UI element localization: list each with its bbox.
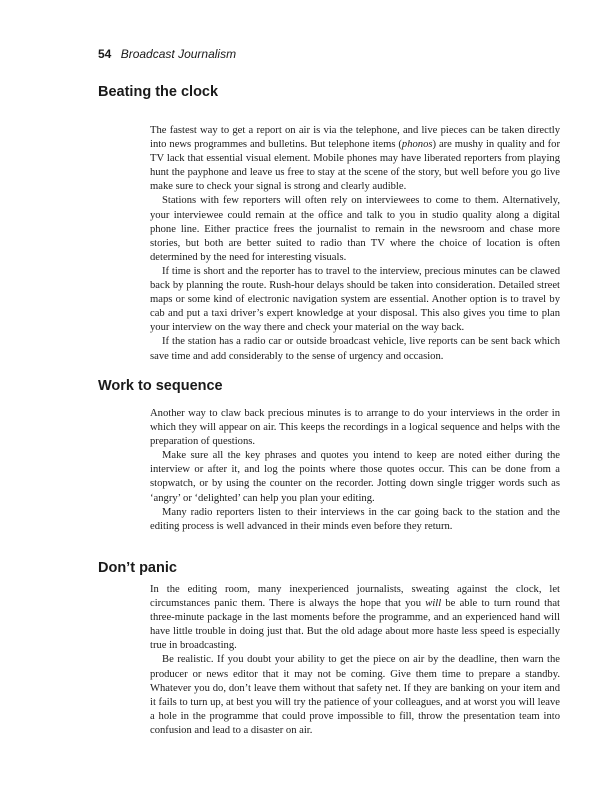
section-heading-work-to-sequence: Work to sequence — [98, 378, 223, 394]
section-body-work-to-sequence — [150, 407, 560, 534]
paragraph: Many radio reporters listen to their interviews in the car going back to the station and the editing process is well advanced in their minds even before they return. — [150, 506, 560, 532]
section-body-dont-panic — [150, 583, 560, 738]
page-number: 54 — [98, 47, 112, 61]
paragraph: The fastest way to get a report on air is via the telephone, and live pieces can be taken directly into news programmes and bulletins. But telephone items (phonos) are mushy in quality and for TV lack that essential visual element. Mobile phones may have liberated reporters from playing hunt the payphone and leave us free to stay at the scene of the story, but well before you go live make sure to check your signal is strong and clearly audible. — [150, 125, 560, 193]
section-heading-dont-panic: Don’t panic — [98, 560, 177, 576]
paragraph: Another way to claw back precious minutes is to arrange to do your interviews in the order in which they will appear on air. This keeps the recordings in a logical sequence and helps with the preparation of questions. — [150, 408, 560, 448]
section-body-beating-the-clock — [150, 124, 560, 364]
section-heading-beating-the-clock: Beating the clock — [98, 84, 219, 100]
paragraph: Be realistic. If you doubt your ability to get the piece on air by the deadline, then warn the producer or news editor that it may not be coming. Give them time to prepare a standby. Whatever you do, don’t leave them without that safety net. If they are banking on your item and it fails to turn up, at best you will try the patience of your colleagues, and at worst you will leave a hole in the programme that could prove impossible to fill, throw the presentation team into confusion and lead to a disaster on air. — [150, 654, 560, 736]
paragraph: Stations with few reporters will often rely on interviewees to come to them. Alternatively, your interviewee could remain at the office and talk to you in studio quality along a digital phone line. Either practice frees the journalist to remain in the newsroom and chase more stories, but both are better suited to radio than TV where the choice of location is often determined by the need for interesting visuals. — [150, 195, 560, 263]
paragraph: Make sure all the key phrases and quotes you intend to keep are noted either during the interview or after it, and log the points where those quotes occur. This can be done from a stopwatch, or by using the counter on the recorder. Jotting down single trigger words such as ‘angry’ or ‘delighted’ can help you plan your editing. — [150, 450, 560, 504]
running-head — [98, 47, 236, 61]
book-title: Broadcast Journalism — [120, 47, 237, 61]
paragraph: If the station has a radio car or outside broadcast vehicle, live reports can be sent back which save time and add considerably to the sense of urgency and occasion. — [150, 336, 560, 362]
paragraph: If time is short and the reporter has to travel to the interview, precious minutes can be clawed back by planning the route. Rush-hour delays should be taken into consideration. Detailed street maps or some kind of electronic navigation system are essential. Another option is to travel by cab and put a taxi driver’s expert knowledge at your disposal. This also gives you time to plan your interview on the way there and check your material on the way back. — [150, 265, 560, 334]
paragraph: In the editing room, many inexperienced journalists, sweating against the clock, let circumstances panic them. There is always the hope that you will be able to turn round that three-minute package in the last moments before the programme, and an experienced hand will have little trouble in doing just that. But the old adage about more haste less speed is especially true in broadcasting. — [150, 584, 560, 652]
